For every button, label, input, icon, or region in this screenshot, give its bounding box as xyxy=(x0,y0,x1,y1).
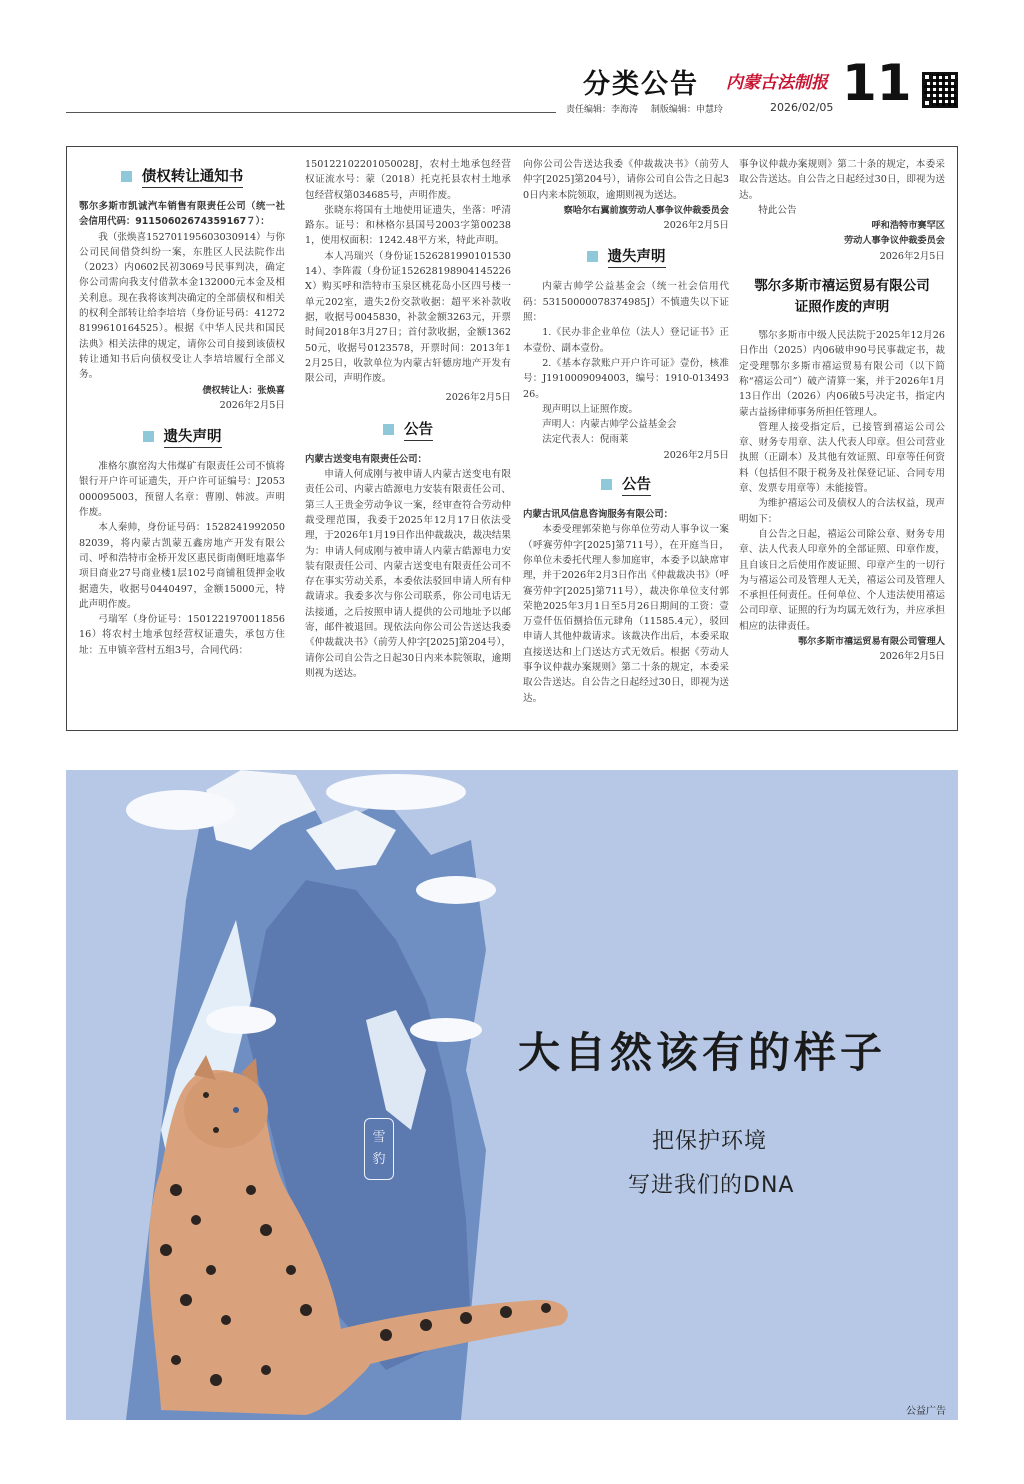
snow-leopard-eye xyxy=(233,1107,239,1113)
notice-paragraph: 准格尔旗窑沟大伟煤矿有限责任公司不慎将银行开户许可证遗失，开户许可证编号：J2053000095003，预留人名章：曹刚、韩波。声明作废。 xyxy=(79,461,285,519)
notice-date: 2026年2月5日 xyxy=(219,399,285,411)
snow-leopard-illustration xyxy=(66,770,958,1420)
notice-signer: 鄂尔多斯市禧运贸易有限公司管理人 xyxy=(798,636,945,648)
cloud xyxy=(410,1018,482,1042)
notice-body: 我（张焕喜152701195603030914）与你公司民间借贷纠纷一案，东胜区人民法院作出（2023）内0602民初3069号民事判决，确定你公司需向我支付借款本金132000元本金及相关利息。现在我将该判决确定的全部债权和相关的权利全部转让给李培培（身份证号码：412728199610164525）。根据《中华人民共和国民法典》相关法律的规定，请你公司自接到该债权转让通知书后向债权受让人李培培履行全部义务。 xyxy=(79,231,285,381)
public-service-ad xyxy=(66,770,958,1420)
notice-signer: 察哈尔右翼前旗劳动人事争议仲裁委员会 xyxy=(563,204,729,216)
notice-body-continued: 向你公司公告送达我委《仲裁裁决书》（前劳人仲字[2025]第204号），请你公司自公告之日起30日内来本院领取，逾期则视为送达。 xyxy=(523,159,729,201)
layout-editor: 制版编辑：申慧玲 xyxy=(650,105,723,115)
notice-paragraph: 弓瑞军（身份证号：150122197001185616）将农村土地承包经营权证遗失，承包方住址：五申镇辛营村五组3号，合同代码： xyxy=(79,614,285,656)
ad-subline-1: 把保护环境 xyxy=(652,1129,768,1154)
snow-leopard-head xyxy=(184,1072,268,1148)
column-2 xyxy=(305,157,511,679)
editor-credits xyxy=(566,102,733,115)
notice-heading: 遗失声明 xyxy=(79,427,285,447)
snow-leopard-seal: 雪 豹 xyxy=(364,1118,394,1180)
notice-paragraph: 150122102201050028J，农村土地承包经营权证流水号：蒙（2018）托克托县农村土地承包经营权第034685号，声明作废。 xyxy=(305,159,511,201)
notice-paragraph: 本人秦帅，身份证号码：152824199205082039，将内蒙古凯蒙五鑫房地产开发有限公司、呼和浩特市金桥开发区惠民街南侧旺地嘉华项目商业27号商业楼1层102号商铺租赁押金收据遗失，收据号0440497，金额15000元，特此声明作废。 xyxy=(79,522,285,610)
responsible-editor: 责任编辑：李海涛 xyxy=(566,105,639,115)
notice-heading: 公告 xyxy=(523,475,729,495)
notice-date: 2026年2月5日 xyxy=(663,449,729,461)
notice-signer: 债权转让人：张焕喜 xyxy=(202,384,285,396)
page-header xyxy=(0,0,1024,140)
notice-closing: 特此公告 xyxy=(758,204,797,216)
notice-body-continued: 事争议仲裁办案规则》第二十条的规定，本委采取公告送达。自公告之日起经过30日，即视为送达。 xyxy=(739,159,945,201)
notice-paragraph: 鄂尔多斯市中级人民法院于2025年12月26日作出（2025）内06破申90号民事裁定书，裁定受理鄂尔多斯市禧运贸易有限公司（以下简称“禧运公司”）破产清算一案，并于2026年1月13日作出（2026）内06破5号决定书，指定内蒙古益扬律师事务所担任管理人。 xyxy=(739,330,945,418)
notice-body: 申请人何成刚与被申请人内蒙古送变电有限责任公司、内蒙古皓源电力安装有限责任公司、第三人王贵金劳动争议一案，经审查符合劳动仲裁受理范围，我委于2025年12月17日依法受理，于2026年1月19日作出仲裁裁决，裁决结果为：申请人何成刚与被申请人内蒙古皓源电力安装有限责任公司、内蒙古送变电有限责任公司不存在事实劳动关系，本委依法驳回申请人所有仲裁请求。我委多次与你公司联系，你公司电话无法接通，之后按照申请人提供的公司地址予以邮寄，邮件被退回。现依法向你公司公告送达我委《仲裁裁决书》（前劳人仲字[2025]第204号），请你公司自公告之日起30日内来本院领取，逾期则视为送达。 xyxy=(305,469,511,679)
notice-paragraph: 张晓东将国有土地使用证遗失，坐落：呼清路东。证号：和林格尔县国号2003字第002381，使用权面积：1242.48平方米，特此声明。 xyxy=(305,204,511,247)
cloud xyxy=(206,1006,276,1034)
notice-paragraph: 现声明以上证照作废。 xyxy=(542,403,639,415)
newspaper-logo: 内蒙古法制报 xyxy=(726,73,828,93)
notice-date: 2026年2月5日 xyxy=(879,651,945,663)
page-number: 11 xyxy=(842,54,912,112)
notice-paragraph: 内蒙古帅学公益基金会（统一社会信用代码：53150000078374985J）不慎遗失以下证照： xyxy=(523,281,729,324)
section-title: 分类公告 xyxy=(583,69,699,100)
notice-heading: 鄂尔多斯市禧运贸易有限公司 证照作废的声明 xyxy=(754,278,930,316)
heading-marker-icon xyxy=(601,479,612,490)
ad-subline-2: 写进我们的DNA xyxy=(628,1173,795,1198)
cloud xyxy=(416,876,496,904)
notice-paragraph: 自公告之日起，禧运公司除公章、财务专用章、法人代表人印章外的全部证照、印章作废，且自该日之后使用作废证照、印章产生的一切行为与禧运公司及管理人无关，禧运公司及管理人不承担任何责任。任何单位、个人违法使用禧运公司印章、证照的行为均属无效行为，并应承担相应的法律责任。 xyxy=(739,528,945,632)
notice-date: 2026年2月5日 xyxy=(879,250,945,262)
notice-signer: 呼和浩特市赛罕区 xyxy=(871,220,945,232)
notices-section xyxy=(66,146,958,731)
heading-marker-icon xyxy=(121,171,132,182)
qr-code-icon xyxy=(922,72,958,108)
notice-date: 2026年2月5日 xyxy=(663,220,729,232)
notice-signer: 劳动人事争议仲裁委员会 xyxy=(843,235,945,247)
heading-marker-icon xyxy=(143,431,154,442)
notice-paragraph: 1.《民办非企业单位（法人）登记证书》正本壹份、副本壹份。 xyxy=(523,327,729,354)
notice-paragraph: 为维护禧运公司及债权人的合法权益，现声明如下： xyxy=(739,498,945,525)
column-3 xyxy=(523,157,729,704)
header-divider xyxy=(66,112,556,113)
heading-marker-icon xyxy=(587,251,598,262)
addressee: 内蒙古送变电有限责任公司： xyxy=(305,453,427,465)
notice-paragraph: 2.《基本存款账户开户许可证》壹份，核准号：J1910009094003，编号：1910-01349326。 xyxy=(523,357,729,400)
notice-paragraph: 管理人接受指定后，已接管到禧运公司公章、财务专用章、法人代表人印章。但公司营业执照（正副本）及其他有效证照、印章等任何资料（包括但不限于税务及社保登记证、合同专用章、发票专用章等）未能接管。 xyxy=(739,421,945,495)
notice-body: 本委受理郭荣艳与你单位劳动人事争议一案（呼赛劳仲字[2025]第711号），在开庭当日，你单位未委托代理人参加庭审，本委予以缺席审理，并于2026年2月3日作出《仲裁裁决书》（呼赛劳仲字[2025]第711号），裁决你单位支付郭荣艳2025年3月1日至5月26日期间的工资：壹万壹仟伍佰捌拾伍元肆角（11585.4元），驳回申请人其他仲裁请求。该裁决作出后，本委采取直接送达和上门送达方式无效后。根据《劳动人事争议仲裁办案规则》第二十条的规定，本委采取公告送达。自公告之日起经过30日，即视为送达。 xyxy=(523,524,729,704)
column-1 xyxy=(79,157,285,658)
notice-paragraph: 本人冯瑞兴（身份证152628199010153014）、李阵霞（身份证152628198904145226X）购买呼和浩特市玉泉区桃花岛小区四号楼一单元202室，遗失2份交款收据：超平米补款收据，收据号0045830，补款金额3263元，开票时间2018年3月27日；首付款收据，金额136250元，收据号0123578，开票时间：2013年12月25日，收款单位为内蒙古轩德房地产开发有限公司，声明作废。 xyxy=(305,250,511,385)
heading-marker-icon xyxy=(383,424,394,435)
notice-heading: 债权转让通知书 xyxy=(79,167,285,187)
notice-paragraph: 法定代表人：倪雨莱 xyxy=(542,434,629,446)
cloud xyxy=(126,790,236,830)
notice-date: 2026年2月5日 xyxy=(445,392,511,404)
addressee: 内蒙古讯风信息咨询服务有限公司： xyxy=(523,509,674,521)
ad-tag: 公益广告 xyxy=(906,1406,946,1417)
issue-date: 2026/02/05 xyxy=(770,101,834,114)
notice-heading: 公告 xyxy=(305,420,511,440)
ad-slogan: 大自然该有的样子 xyxy=(518,1028,887,1077)
notice-heading: 遗失声明 xyxy=(523,247,729,267)
cloud xyxy=(326,774,466,810)
notice-paragraph: 声明人：内蒙古帅学公益基金会 xyxy=(542,419,677,431)
column-4 xyxy=(739,157,945,665)
addressee: 鄂尔多斯市凯诚汽车销售有限责任公司（统一社会信用代码：91150602674359167７）： xyxy=(79,201,285,228)
